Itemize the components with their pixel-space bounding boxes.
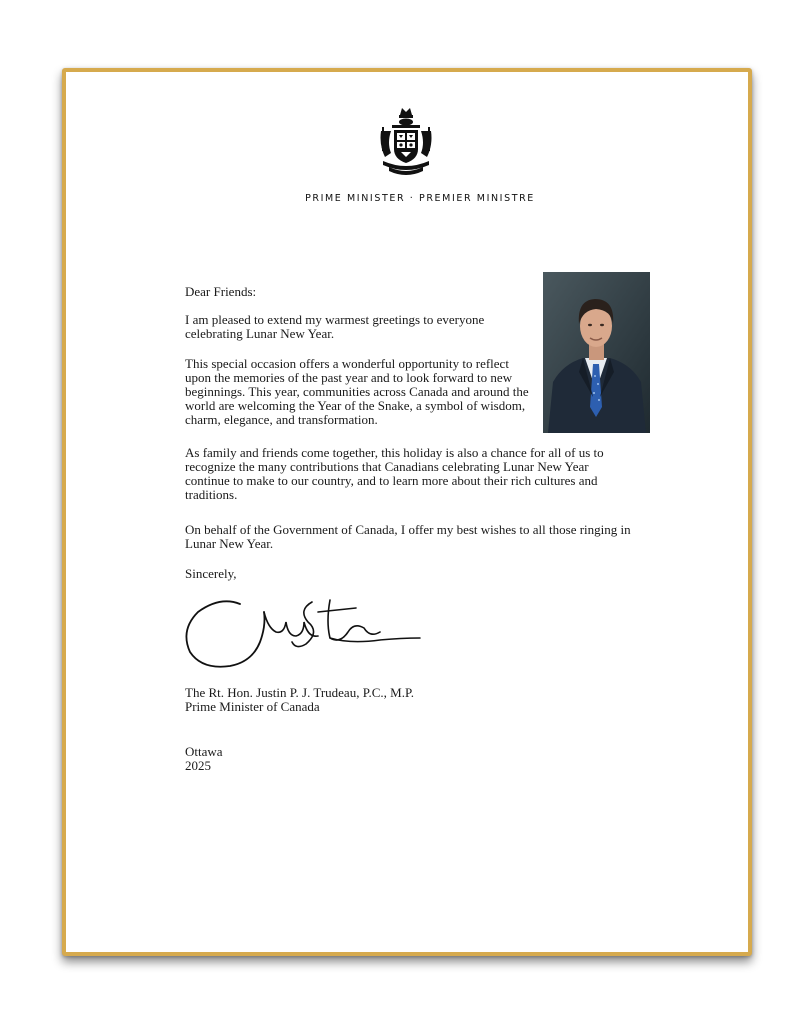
paragraph-occasion: This special occasion offers a wonderful opportunity to reflect upon the memories of the past year and to look forward to new beginnings. This year, communities across Canada and around the world are welcoming the Year of the Snake, a symbol of wisdom, charm, elegance, and transformation. (185, 356, 529, 427)
signature (180, 592, 425, 674)
paragraph-contributions: As family and friends come together, this holiday is also a chance for all of us to recognize the many contributions that Canadians celebrating Lunar New Year continue to make to our country, and to learn more about their rich cultures and traditions. (185, 445, 604, 502)
place-and-date (185, 745, 223, 773)
signer-title: Prime Minister of Canada (185, 699, 320, 714)
signer-block (185, 686, 414, 714)
paragraph-greeting: I am pleased to extend my warmest greetings to everyone celebrating Lunar New Year. (185, 312, 485, 341)
salutation: Dear Friends: (185, 284, 257, 299)
prime-minister-portrait (543, 272, 650, 433)
paragraph-best-wishes: On behalf of the Government of Canada, I offer my best wishes to all those ringing in Lunar New Year. (185, 522, 631, 551)
city: Ottawa (185, 744, 223, 759)
coat-of-arms-icon (375, 105, 437, 177)
closing: Sincerely, (185, 566, 237, 581)
signer-name: The Rt. Hon. Justin P. J. Trudeau, P.C., M.P. (185, 685, 414, 700)
letterhead-title: PRIME MINISTER · PREMIER MINISTRE (305, 193, 535, 204)
year: 2025 (185, 758, 211, 773)
